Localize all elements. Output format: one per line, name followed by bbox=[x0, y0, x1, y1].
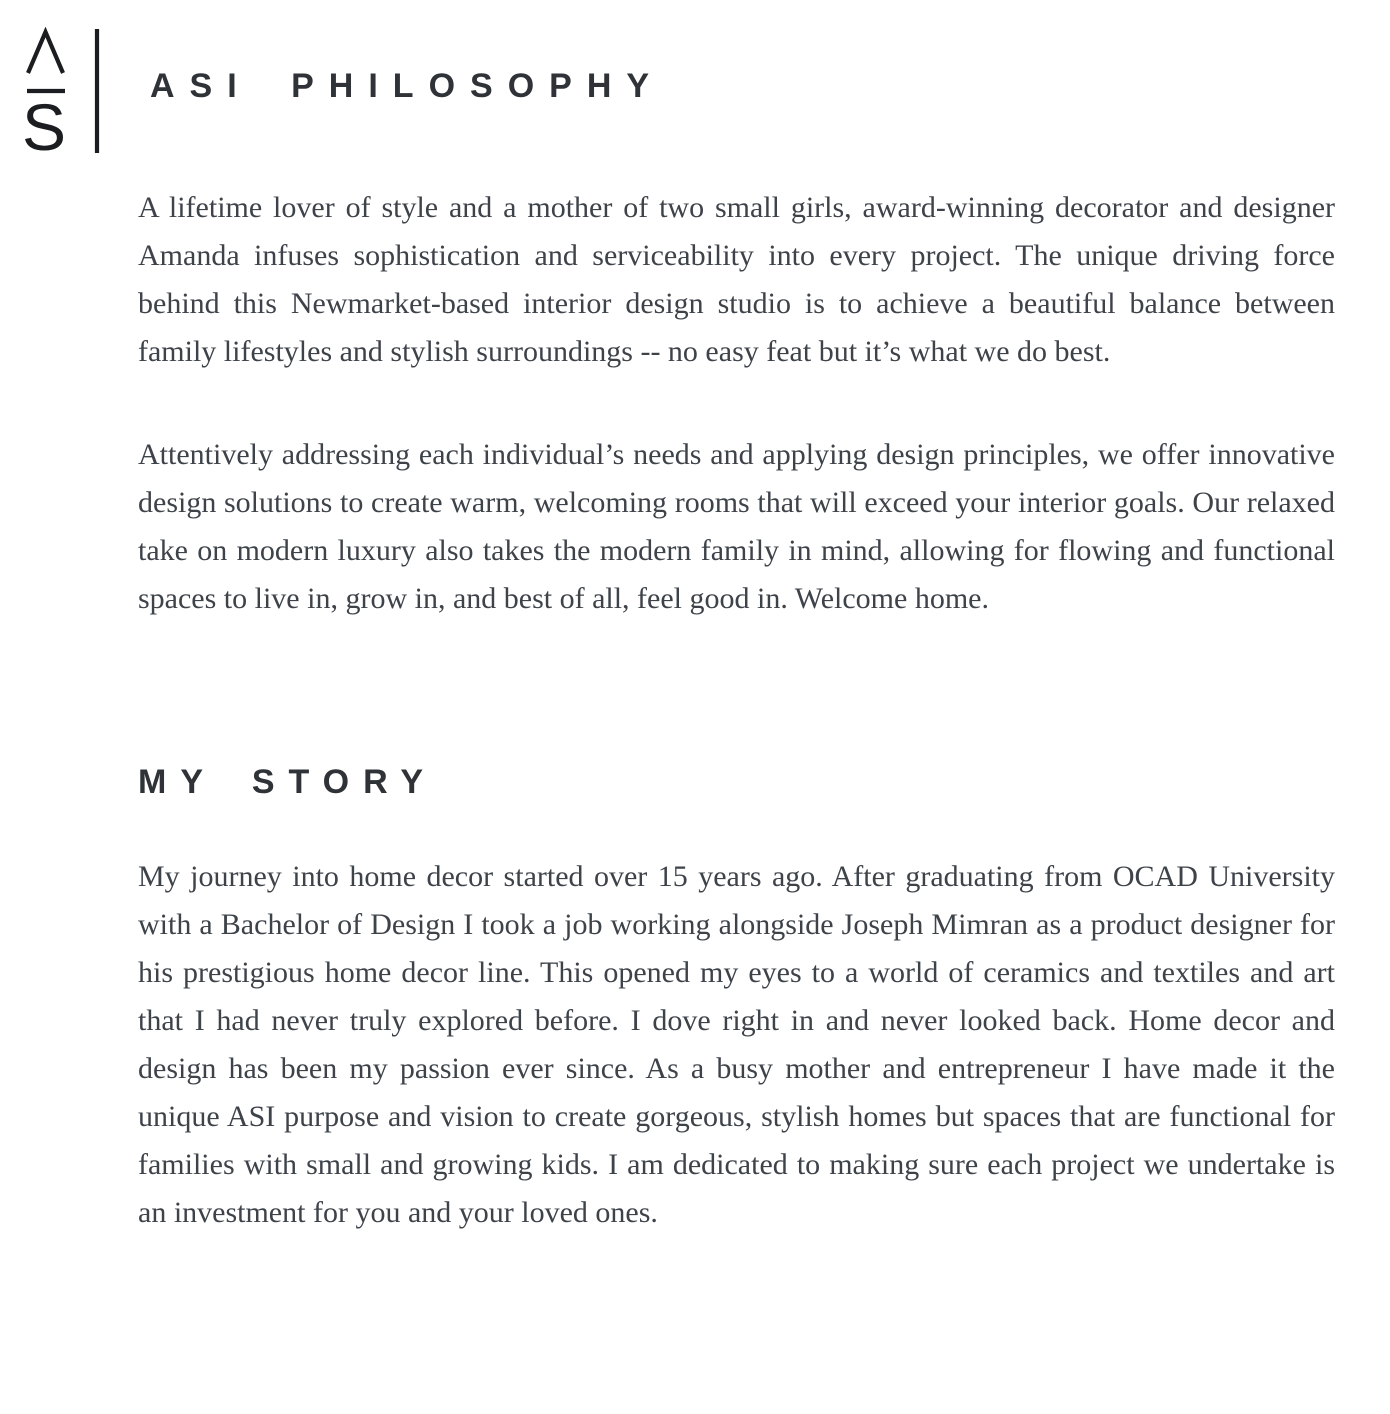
logo-letter-a-caret bbox=[28, 32, 63, 73]
philosophy-paragraph-1: A lifetime lover of style and a mother of two small girls, award-winning decorator and designer Amanda infuses sophistication and serviceability into every project. The unique driving force behind this Newmarket-based interior design studio is to achieve a beautiful balance between family lifestyles and stylish surroundings -- no easy feat but it’s what we do best. bbox=[138, 191, 1335, 368]
section-asi-philosophy bbox=[138, 69, 1335, 623]
asi-logo bbox=[18, 27, 102, 155]
logo-letter-s: S bbox=[21, 90, 67, 155]
asi-monogram-icon bbox=[18, 27, 102, 155]
asi-philosophy-heading: ASI PHILOSOPHY bbox=[150, 67, 665, 105]
philosophy-paragraph-2: Attentively addressing each individual’s needs and applying design principles, we offer innovative design solutions to create warm, welcoming rooms that will exceed your interior goals. Our relaxed take on modern luxury also takes the modern family in mind, allowing for flowing and functional spaces to live in, grow in, and best of all, feel good in. Welcome home. bbox=[138, 438, 1335, 615]
my-story-paragraph: My journey into home decor started over 15 years ago. After graduating from OCAD University with a Bachelor of Design I took a job working alongside Joseph Mimran as a product designer for his prestigious home decor line. This opened my eyes to a world of ceramics and textiles and art that I had never truly explored before. I dove right in and never looked back. Home decor and design has been my passion ever since. As a busy mother and entrepreneur I have made it the unique ASI purpose and vision to create gorgeous, stylish homes but spaces that are functional for families with small and growing kids. I am dedicated to making sure each project we undertake is an investment for you and your loved ones. bbox=[138, 860, 1335, 1229]
my-story-heading: MY STORY bbox=[138, 763, 438, 801]
section-my-story bbox=[138, 765, 1335, 1237]
